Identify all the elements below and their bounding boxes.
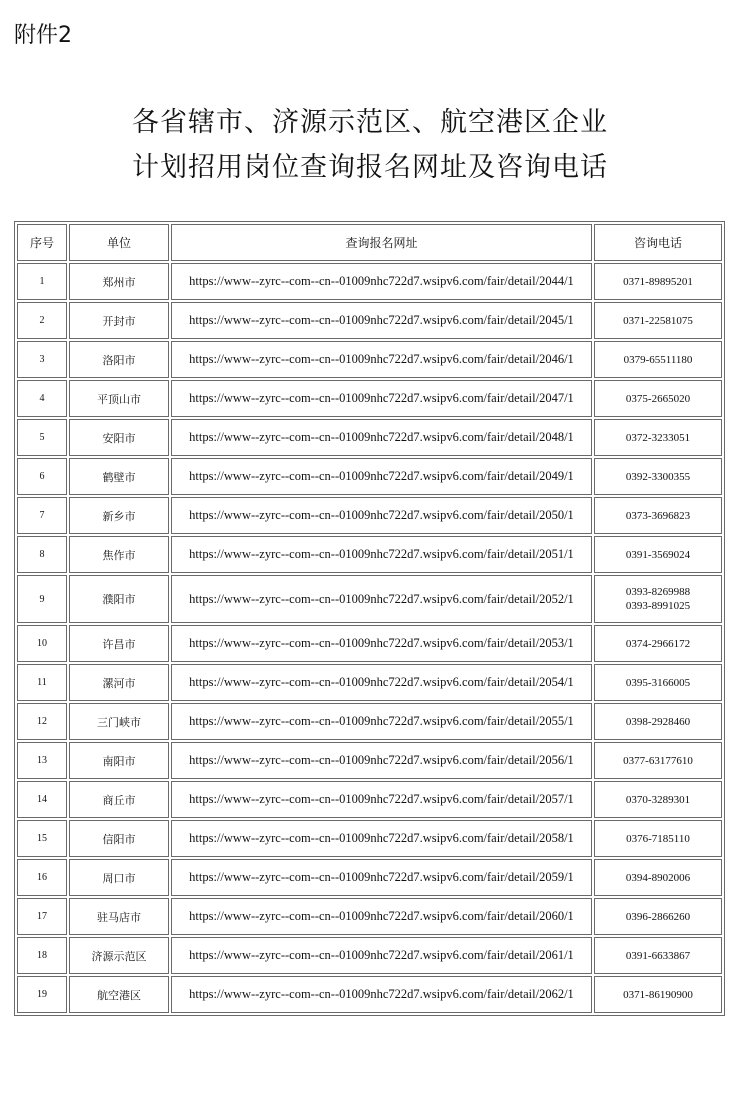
table-row bbox=[17, 263, 722, 300]
phone-number: 0394-8902006 bbox=[625, 871, 691, 884]
row-phone bbox=[594, 976, 722, 1013]
row-url-link[interactable]: https://www--zyrc--com--cn--01009nhc722d7.wsipv6.com/fair/detail/2059/1 bbox=[171, 859, 592, 896]
row-index: 18 bbox=[17, 937, 67, 974]
table-row bbox=[17, 664, 722, 701]
phone-number: 0371-86190900 bbox=[623, 988, 693, 1001]
row-index: 3 bbox=[17, 341, 67, 378]
row-unit: 开封市 bbox=[69, 302, 169, 339]
row-phone bbox=[594, 302, 722, 339]
row-unit: 航空港区 bbox=[69, 976, 169, 1013]
row-url-link[interactable]: https://www--zyrc--com--cn--01009nhc722d7.wsipv6.com/fair/detail/2050/1 bbox=[171, 497, 592, 534]
row-url-link[interactable]: https://www--zyrc--com--cn--01009nhc722d7.wsipv6.com/fair/detail/2062/1 bbox=[171, 976, 592, 1013]
row-url-link[interactable]: https://www--zyrc--com--cn--01009nhc722d7.wsipv6.com/fair/detail/2055/1 bbox=[171, 703, 592, 740]
row-unit: 驻马店市 bbox=[69, 898, 169, 935]
row-index: 5 bbox=[17, 419, 67, 456]
row-unit: 信阳市 bbox=[69, 820, 169, 857]
table-row bbox=[17, 703, 722, 740]
row-phone bbox=[594, 536, 722, 573]
row-url-link[interactable]: https://www--zyrc--com--cn--01009nhc722d7.wsipv6.com/fair/detail/2052/1 bbox=[171, 575, 592, 623]
table-row bbox=[17, 859, 722, 896]
row-phone bbox=[594, 859, 722, 896]
phone-number: 0393-8991025 bbox=[625, 600, 691, 612]
header-unit: 单位 bbox=[69, 224, 169, 261]
row-unit: 济源示范区 bbox=[69, 937, 169, 974]
table-row bbox=[17, 976, 722, 1013]
row-index: 9 bbox=[17, 575, 67, 623]
row-phone bbox=[594, 781, 722, 818]
row-phone bbox=[594, 703, 722, 740]
row-index: 19 bbox=[17, 976, 67, 1013]
table-header-row bbox=[17, 224, 722, 261]
phone-number: 0377-63177610 bbox=[623, 754, 693, 767]
row-url-link[interactable]: https://www--zyrc--com--cn--01009nhc722d7.wsipv6.com/fair/detail/2061/1 bbox=[171, 937, 592, 974]
row-index: 15 bbox=[17, 820, 67, 857]
row-index: 10 bbox=[17, 625, 67, 662]
row-index: 12 bbox=[17, 703, 67, 740]
row-url-link[interactable]: https://www--zyrc--com--cn--01009nhc722d7.wsipv6.com/fair/detail/2048/1 bbox=[171, 419, 592, 456]
table-row bbox=[17, 419, 722, 456]
row-index: 1 bbox=[17, 263, 67, 300]
row-unit: 郑州市 bbox=[69, 263, 169, 300]
table-row bbox=[17, 380, 722, 417]
phone-number: 0393-8269988 bbox=[625, 586, 691, 598]
row-index: 16 bbox=[17, 859, 67, 896]
row-phone bbox=[594, 458, 722, 495]
table-row bbox=[17, 575, 722, 623]
phone-number: 0370-3289301 bbox=[625, 793, 691, 806]
row-index: 6 bbox=[17, 458, 67, 495]
phone-number: 0376-7185110 bbox=[626, 832, 690, 845]
row-url-link[interactable]: https://www--zyrc--com--cn--01009nhc722d7.wsipv6.com/fair/detail/2044/1 bbox=[171, 263, 592, 300]
header-url: 查询报名网址 bbox=[171, 224, 592, 261]
phone-number: 0391-3569024 bbox=[625, 548, 691, 561]
row-unit: 鹤壁市 bbox=[69, 458, 169, 495]
row-url-link[interactable]: https://www--zyrc--com--cn--01009nhc722d7.wsipv6.com/fair/detail/2053/1 bbox=[171, 625, 592, 662]
row-url-link[interactable]: https://www--zyrc--com--cn--01009nhc722d7.wsipv6.com/fair/detail/2058/1 bbox=[171, 820, 592, 857]
row-index: 2 bbox=[17, 302, 67, 339]
row-unit: 许昌市 bbox=[69, 625, 169, 662]
row-phone bbox=[594, 263, 722, 300]
phone-number: 0395-3166005 bbox=[625, 676, 691, 689]
attachment-label: 附件2 bbox=[14, 23, 72, 48]
header-phone: 咨询电话 bbox=[594, 224, 722, 261]
row-unit: 安阳市 bbox=[69, 419, 169, 456]
row-url-link[interactable]: https://www--zyrc--com--cn--01009nhc722d7.wsipv6.com/fair/detail/2056/1 bbox=[171, 742, 592, 779]
phone-number: 0371-22581075 bbox=[623, 314, 693, 327]
phone-number: 0379-65511180 bbox=[623, 353, 693, 366]
row-phone bbox=[594, 380, 722, 417]
row-unit: 新乡市 bbox=[69, 497, 169, 534]
row-phone bbox=[594, 742, 722, 779]
document-title-line-2: 计划招用岗位查询报名网址及咨询电话 bbox=[132, 152, 608, 183]
row-index: 8 bbox=[17, 536, 67, 573]
row-url-link[interactable]: https://www--zyrc--com--cn--01009nhc722d7.wsipv6.com/fair/detail/2054/1 bbox=[171, 664, 592, 701]
table-row bbox=[17, 820, 722, 857]
row-phone bbox=[594, 497, 722, 534]
row-index: 7 bbox=[17, 497, 67, 534]
row-phone bbox=[594, 664, 722, 701]
phone-number: 0374-2966172 bbox=[625, 637, 691, 650]
table-row bbox=[17, 781, 722, 818]
table-row bbox=[17, 625, 722, 662]
row-phone bbox=[594, 820, 722, 857]
phone-number: 0372-3233051 bbox=[625, 431, 691, 444]
table-row bbox=[17, 536, 722, 573]
row-index: 17 bbox=[17, 898, 67, 935]
row-unit: 周口市 bbox=[69, 859, 169, 896]
row-url-link[interactable]: https://www--zyrc--com--cn--01009nhc722d7.wsipv6.com/fair/detail/2060/1 bbox=[171, 898, 592, 935]
row-index: 11 bbox=[17, 664, 67, 701]
row-phone bbox=[594, 419, 722, 456]
row-url-link[interactable]: https://www--zyrc--com--cn--01009nhc722d7.wsipv6.com/fair/detail/2049/1 bbox=[171, 458, 592, 495]
table-row bbox=[17, 458, 722, 495]
row-url-link[interactable]: https://www--zyrc--com--cn--01009nhc722d7.wsipv6.com/fair/detail/2047/1 bbox=[171, 380, 592, 417]
row-unit: 濮阳市 bbox=[69, 575, 169, 623]
phone-number: 0371-89895201 bbox=[623, 275, 693, 288]
phone-number: 0375-2665020 bbox=[625, 392, 691, 405]
document-title-line-1: 各省辖市、济源示范区、航空港区企业 bbox=[132, 107, 608, 138]
table-row bbox=[17, 742, 722, 779]
row-phone bbox=[594, 341, 722, 378]
row-index: 14 bbox=[17, 781, 67, 818]
phone-number: 0398-2928460 bbox=[625, 715, 691, 728]
table-row bbox=[17, 898, 722, 935]
row-unit: 南阳市 bbox=[69, 742, 169, 779]
row-index: 13 bbox=[17, 742, 67, 779]
phone-number: 0373-3696823 bbox=[625, 509, 691, 522]
row-url-link[interactable]: https://www--zyrc--com--cn--01009nhc722d7.wsipv6.com/fair/detail/2051/1 bbox=[171, 536, 592, 573]
row-url-link[interactable]: https://www--zyrc--com--cn--01009nhc722d7.wsipv6.com/fair/detail/2057/1 bbox=[171, 781, 592, 818]
table-row bbox=[17, 497, 722, 534]
row-url-link[interactable]: https://www--zyrc--com--cn--01009nhc722d7.wsipv6.com/fair/detail/2045/1 bbox=[171, 302, 592, 339]
enterprise-recruitment-table bbox=[14, 221, 725, 1016]
row-unit: 商丘市 bbox=[69, 781, 169, 818]
row-unit: 洛阳市 bbox=[69, 341, 169, 378]
row-phone bbox=[594, 575, 722, 623]
row-phone bbox=[594, 937, 722, 974]
phone-number: 0391-6633867 bbox=[625, 949, 691, 962]
header-index: 序号 bbox=[17, 224, 67, 261]
row-index: 4 bbox=[17, 380, 67, 417]
phone-number: 0396-2866260 bbox=[625, 910, 691, 923]
row-unit: 漯河市 bbox=[69, 664, 169, 701]
row-url-link[interactable]: https://www--zyrc--com--cn--01009nhc722d7.wsipv6.com/fair/detail/2046/1 bbox=[171, 341, 592, 378]
row-phone bbox=[594, 625, 722, 662]
phone-number: 0392-3300355 bbox=[625, 470, 691, 483]
table-row bbox=[17, 302, 722, 339]
table-row bbox=[17, 341, 722, 378]
row-unit: 三门峡市 bbox=[69, 703, 169, 740]
row-unit: 焦作市 bbox=[69, 536, 169, 573]
row-phone bbox=[594, 898, 722, 935]
row-unit: 平顶山市 bbox=[69, 380, 169, 417]
table-row bbox=[17, 937, 722, 974]
